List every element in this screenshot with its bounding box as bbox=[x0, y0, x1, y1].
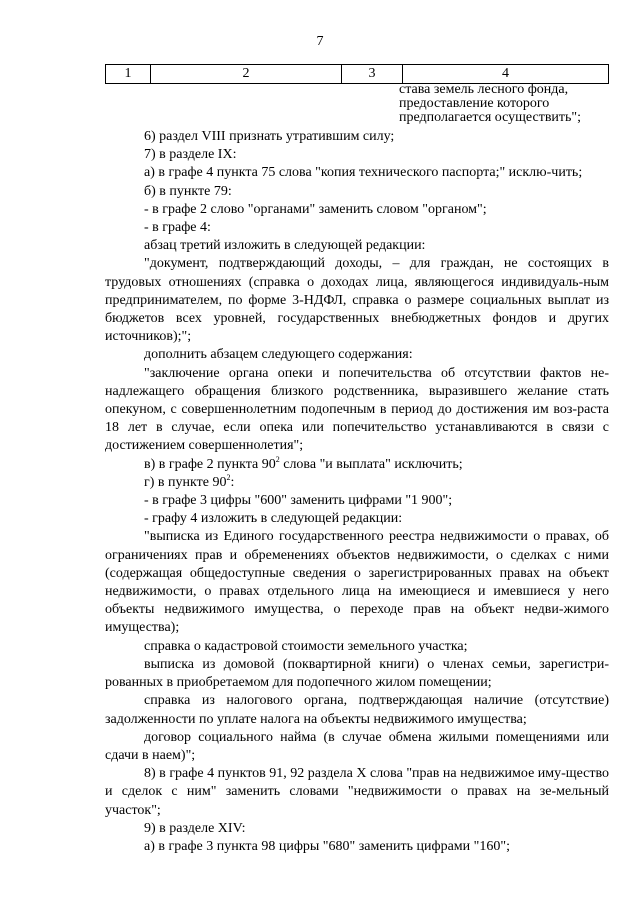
paragraph: а) в графе 3 пункта 98 цифры "680" заменить цифрами "160"; bbox=[144, 838, 510, 854]
table-header-cell: 2 bbox=[151, 65, 342, 84]
paragraph: "документ, подтверждающий доходы, – для граждан, не состоящих в трудовых отношениях (справка о доходах лица, являющегося индивидуаль-ным предпринимателем, по форме 3-НДФЛ, справка о размере социальных выплат из бюджетов всех уровней, государственных внебюджетных фондов и других источников);"; bbox=[105, 256, 609, 345]
paragraph: выписка из домовой (поквартирной книги) о членах семьи, зарегистри-рованных в приобретаемом для подопечного жилом помещении; bbox=[105, 656, 609, 691]
table-continuation-line: предполагается осуществить"; bbox=[399, 110, 582, 125]
table-continuation-line: предоставление которого bbox=[399, 96, 550, 111]
superscript: 2 bbox=[226, 472, 231, 482]
table-header-cell: 1 bbox=[106, 65, 151, 84]
paragraph: 9) в разделе XIV: bbox=[144, 820, 246, 836]
table-header-cell: 3 bbox=[342, 65, 403, 84]
paragraph: договор социального найма (в случае обмена жилыми помещениями или сдачи в наем)"; bbox=[105, 729, 609, 763]
paragraph: "заключение органа опеки и попечительства об отсутствии фактов не-надлежащего обращения близкого родственника, выразившего желание стать опекуном, с совершеннолетним подопечным в период до достижения им воз-раста 18 лет в случае, если опека или попечительство устанавливаются в связи с достижением совершеннолетия"; bbox=[105, 365, 609, 454]
table-continuation-cell bbox=[399, 83, 609, 125]
paragraph: 7) в разделе IX: bbox=[144, 147, 237, 163]
paragraph: б) в пункте 79: bbox=[144, 183, 232, 199]
table-header-cell: 4 bbox=[403, 65, 609, 84]
paragraph: дополнить абзацем следующего содержания: bbox=[144, 347, 413, 363]
paragraph: 8) в графе 4 пунктов 91, 92 раздела X слова "прав на недвижимое иму-щество и сделок с ним" заменить словами "недвижимости о правах на зе-мельный участок"; bbox=[105, 766, 609, 818]
paragraph-text: в) в графе 2 пункта 90 bbox=[144, 456, 276, 472]
table-continuation-line: става земель лесного фонда, bbox=[399, 82, 569, 97]
paragraph: а) в графе 4 пункта 75 слова "копия технического паспорта;" исклю-чить; bbox=[144, 165, 583, 181]
paragraph-text: : bbox=[230, 474, 235, 490]
paragraph: справка из налогового органа, подтверждающая наличие (отсутствие) задолженности по уплате налога на объекты недвижимого имущества; bbox=[105, 693, 609, 727]
paragraph: 6) раздел VIII признать утратившим силу; bbox=[144, 129, 395, 144]
paragraph-text: слова "и выплата" исключить; bbox=[279, 456, 463, 472]
paragraph bbox=[105, 456, 609, 474]
superscript: 2 bbox=[275, 454, 280, 464]
paragraph: справка о кадастровой стоимости земельного участка; bbox=[144, 638, 468, 654]
page-number: 7 bbox=[316, 34, 324, 49]
paragraph-text: г) в пункте 90 bbox=[144, 474, 227, 490]
paragraph: - в графе 3 цифры "600" заменить цифрами "1 900"; bbox=[144, 493, 453, 509]
paragraph: - в графе 4: bbox=[144, 220, 211, 236]
paragraph: абзац третий изложить в следующей редакции: bbox=[144, 238, 426, 254]
document-body bbox=[105, 128, 609, 856]
table-header bbox=[105, 64, 609, 84]
paragraph: - графу 4 изложить в следующей редакции: bbox=[144, 511, 403, 527]
paragraph: - в графе 2 слово "органами" заменить словом "органом"; bbox=[144, 201, 487, 217]
paragraph: "выписка из Единого государственного реестра недвижимости о правах, об ограничениях прав и обременениях объектов недвижимости, о сделках с ними (содержащая общедоступные сведения о зарегистрированных правах на объект недвижимости, о правах отдельного лица на имеющиеся и имевшиеся у него объекты недвижимого имущества, о переходе прав на объект недви-жимого имущества); bbox=[105, 529, 609, 636]
paragraph bbox=[105, 474, 609, 492]
